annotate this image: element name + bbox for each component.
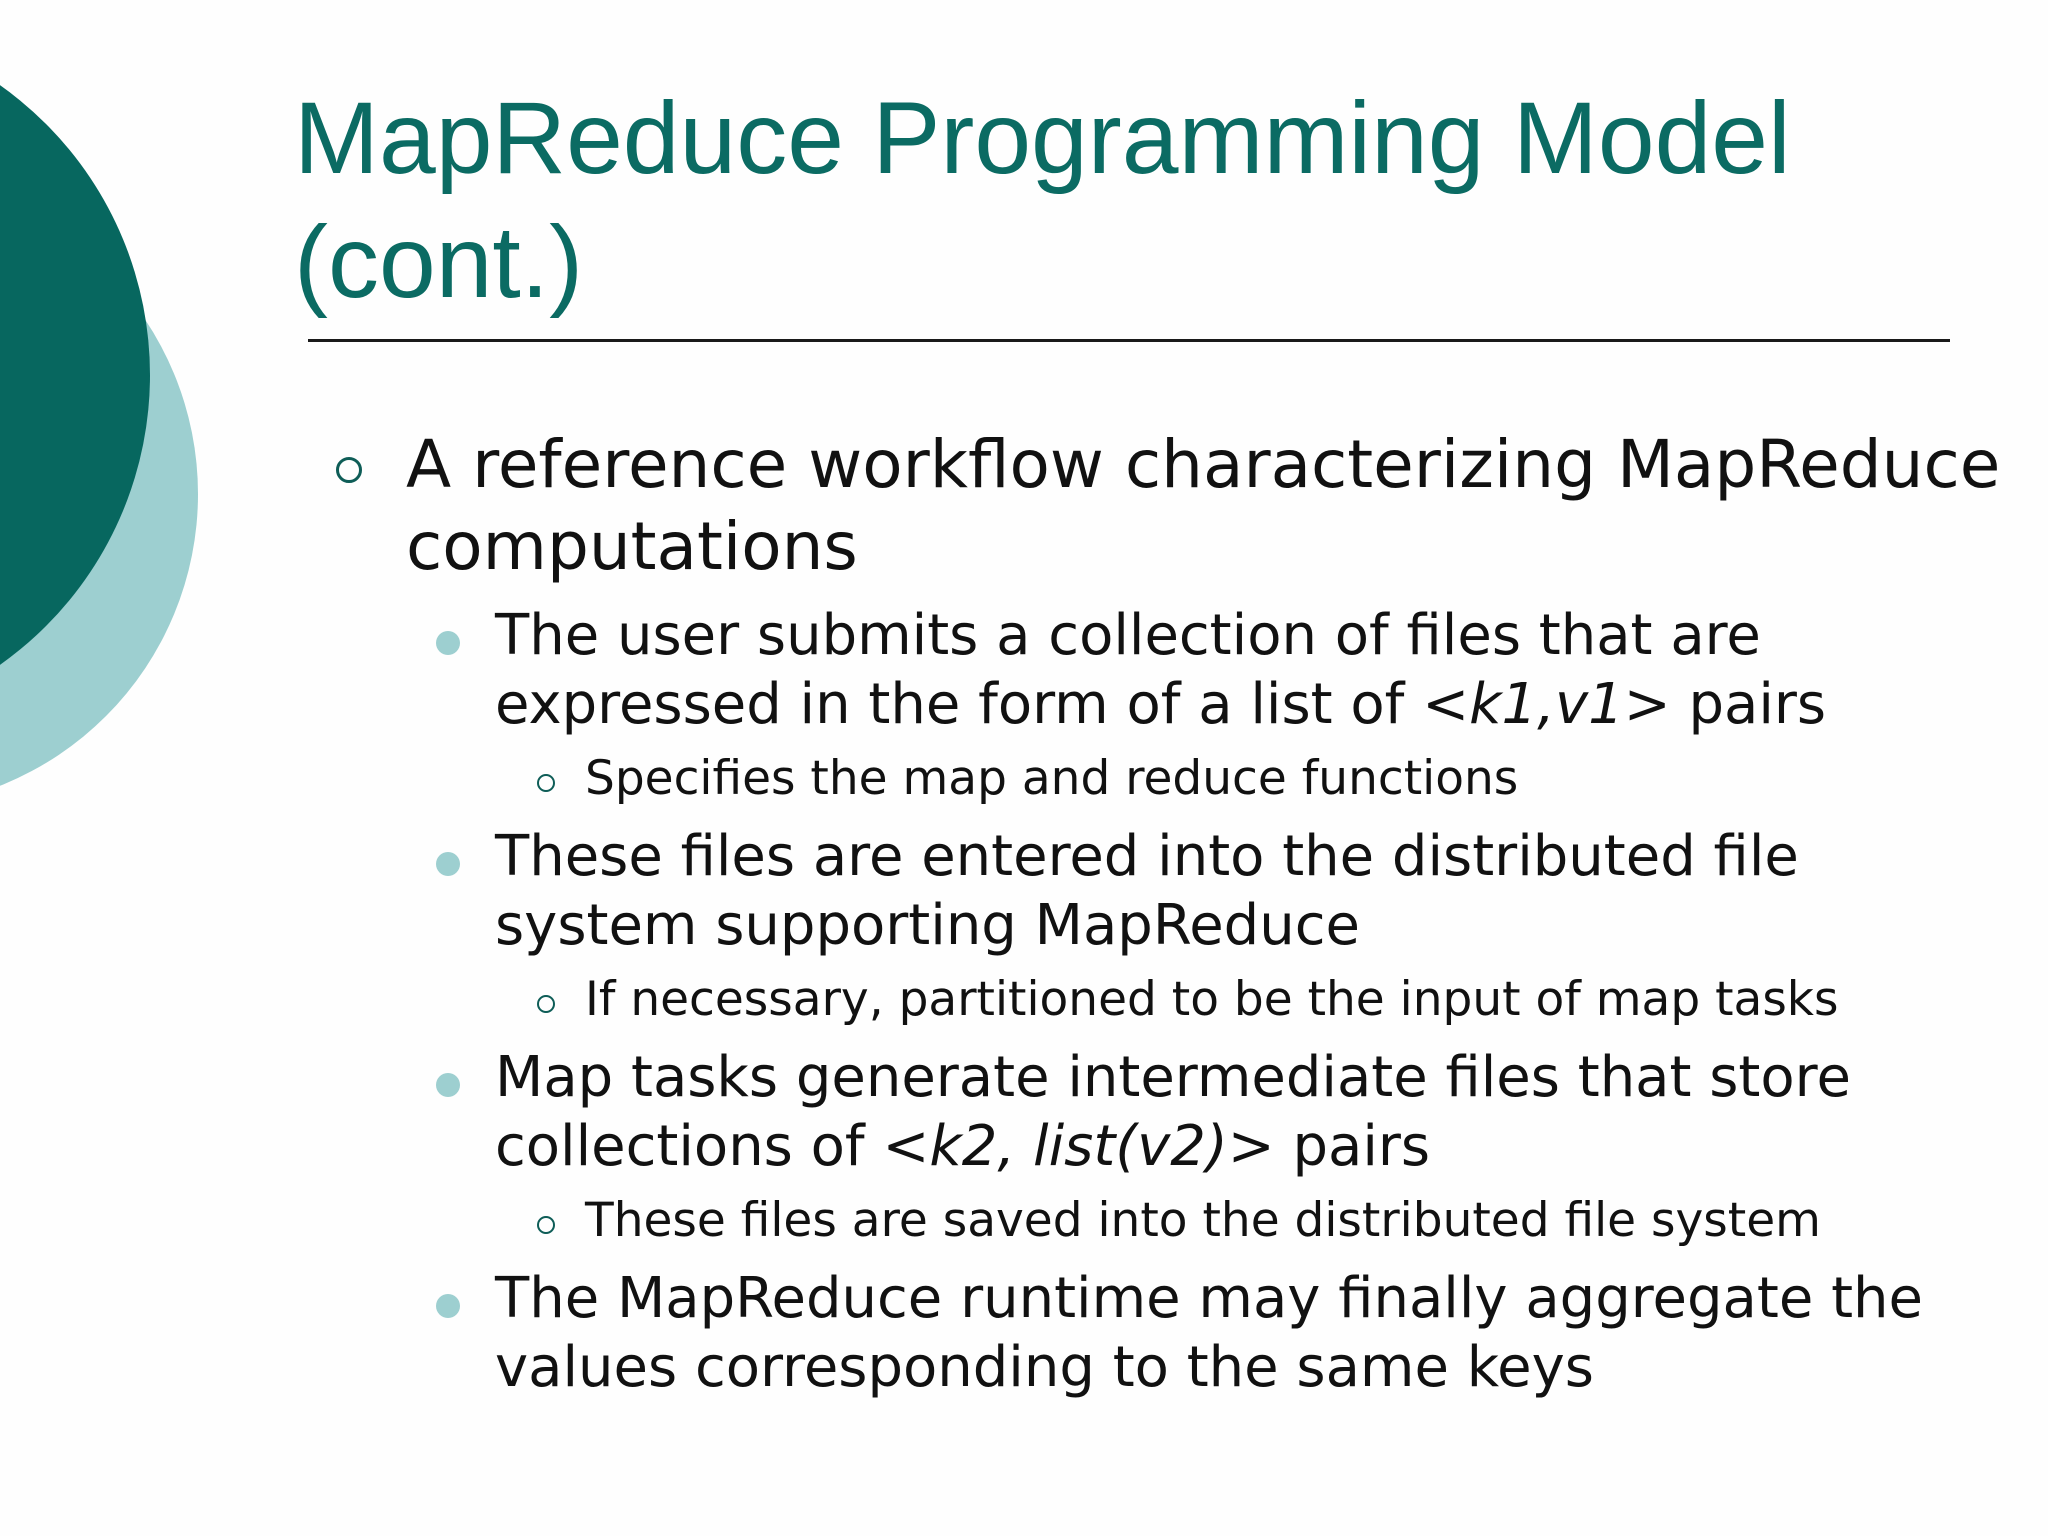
bullet-1-text-post: pairs xyxy=(1670,672,1827,737)
main-bullet-text: A reference workflow characterizing MapReduce computations xyxy=(406,426,2001,585)
bullet-2-sub-text: If necessary, partitioned to be the input of map tasks xyxy=(585,972,1839,1027)
bullet-2-text: These files are entered into the distributed file system supporting MapReduce xyxy=(495,824,1799,958)
bullet-3-text-post: pairs xyxy=(1274,1114,1431,1179)
dot-bullet-icon xyxy=(436,631,460,655)
dot-bullet-icon xyxy=(436,1294,460,1318)
ring-bullet-icon xyxy=(336,457,362,483)
bullet-1-text xyxy=(495,601,1955,739)
bullet-3-text-pre: Map tasks generate intermediate files that store collections of xyxy=(495,1045,1851,1179)
slide-title: MapReduce Programming Model (cont.) xyxy=(294,81,1791,319)
dot-bullet-icon xyxy=(436,852,460,876)
ring-bullet-small-icon xyxy=(537,995,555,1013)
bullet-1-sub-text: Specifies the map and reduce functions xyxy=(585,751,1519,806)
ring-bullet-small-icon xyxy=(537,1216,555,1234)
bullet-3-text-em: <k2, list(v2)> xyxy=(882,1114,1275,1179)
dot-bullet-icon xyxy=(436,1073,460,1097)
bullet-1-text-pre: The user submits a collection of files that are expressed in the form of a list of xyxy=(495,603,1761,737)
bullet-4-text: The MapReduce runtime may finally aggregate the values corresponding to the same keys xyxy=(495,1266,1923,1400)
ring-bullet-small-icon xyxy=(537,774,555,792)
bullet-3-sub-text: These files are saved into the distributed file system xyxy=(585,1193,1821,1248)
bullet-1-text-em: <k1,v1> xyxy=(1422,672,1671,737)
bullet-3-text xyxy=(495,1043,1955,1181)
